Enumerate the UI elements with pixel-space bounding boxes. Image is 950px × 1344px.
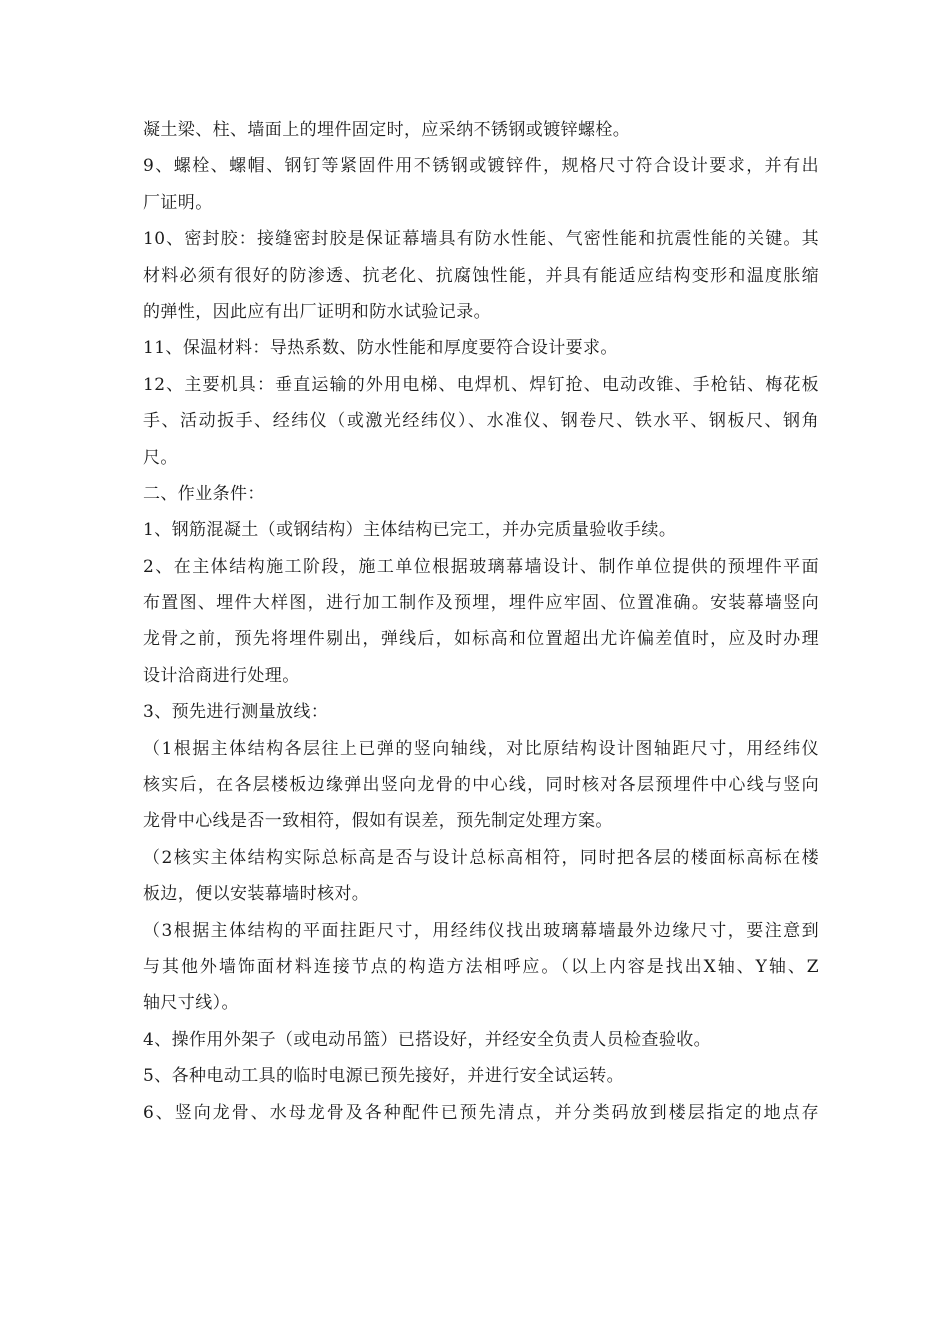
text-line: （3根据主体结构的平面拄距尺寸，用经纬仪找出玻璃幕墙最外边缘尺寸，要注意到 [143,920,819,941]
text-line: 11、保温材料：导热系数、防水性能和厚度要符合设计要求。 [143,338,618,359]
text-line: 厂证明。 [143,192,213,213]
text-line: 尺。 [143,447,178,468]
text-line: 设计洽商进行处理。 [143,665,300,686]
text-line: 板边，便以安装幕墙时核对。 [143,884,370,905]
text-line: 轴尺寸线）。 [143,993,239,1014]
text-line: 5、各种电动工具的临时电源已预先接好，并进行安全试运转。 [143,1066,625,1087]
text-line: 手、活动扳手、经纬仪（或激光经纬仪）、水准仪、钢卷尺、铁水平、钢板尺、钢角 [143,411,819,432]
text-line: 布置图、埋件大样图，进行加工制作及预埋，埋件应牢固、位置准确。安装幕墙竖向 [143,593,819,614]
text-line: （1根据主体结构各层往上已弹的竖向轴线，对比原结构设计图轴距尺寸，用经纬仪 [143,738,819,759]
text-line: 12、主要机具：垂直运输的外用电梯、电焊机、焊钉抢、电动改锥、手枪钻、梅花板 [143,374,819,395]
document-body [143,112,819,1131]
text-line: 4、操作用外架子（或电动吊篮）已搭设好，并经安全负责人员检查验收。 [143,1029,712,1050]
text-line: 核实后，在各层楼板边缘弹出竖向龙骨的中心线，同时核对各层预埋件中心线与竖向 [143,775,819,796]
text-line: 与其他外墙饰面材料连接节点的构造方法相呼应。（以上内容是找出X轴、Y轴、Z [143,956,819,977]
text-line: 10、密封胶：接缝密封胶是保证幕墙具有防水性能、气密性能和抗震性能的关键。其 [143,229,819,250]
text-line: 材料必须有很好的防渗透、抗老化、抗腐蚀性能，并具有能适应结构变形和温度胀缩 [143,265,819,286]
text-line: 3、预先进行测量放线： [143,702,329,723]
text-line: 9、螺栓、螺帽、钢钉等紧固件用不锈钢或镀锌件，规格尺寸符合设计要求，并有出 [143,156,819,177]
text-line: 龙骨之前，预先将埋件剔出，弹线后，如标高和位置超出尤许偏差值时，应及时办理 [143,629,819,650]
text-line: 凝土梁、柱、墙面上的埋件固定时，应采纳不锈钢或镀锌螺栓。 [143,120,631,140]
text-line: 2、在主体结构施工阶段，施工单位根据玻璃幕墙设计、制作单位提供的预埋件平面 [143,556,819,577]
text-line: 龙骨中心线是否一致相符，假如有误差，预先制定处理方案。 [143,811,613,832]
text-line: （2核实主体结构实际总标高是否与设计总标高相符，同时把各层的楼面标高标在楼 [143,847,819,868]
text-line: 1、钢筋混凝土（或钢结构）主体结构已完工，并办完质量验收手续。 [143,520,677,541]
text-line: 6、竖向龙骨、水母龙骨及各种配件已预先清点，并分类码放到楼层指定的地点存 [143,1102,819,1123]
section-heading: 二、作业条件： [143,483,265,504]
text-line: 的弹性，因此应有出厂证明和防水试验记录。 [143,301,491,322]
